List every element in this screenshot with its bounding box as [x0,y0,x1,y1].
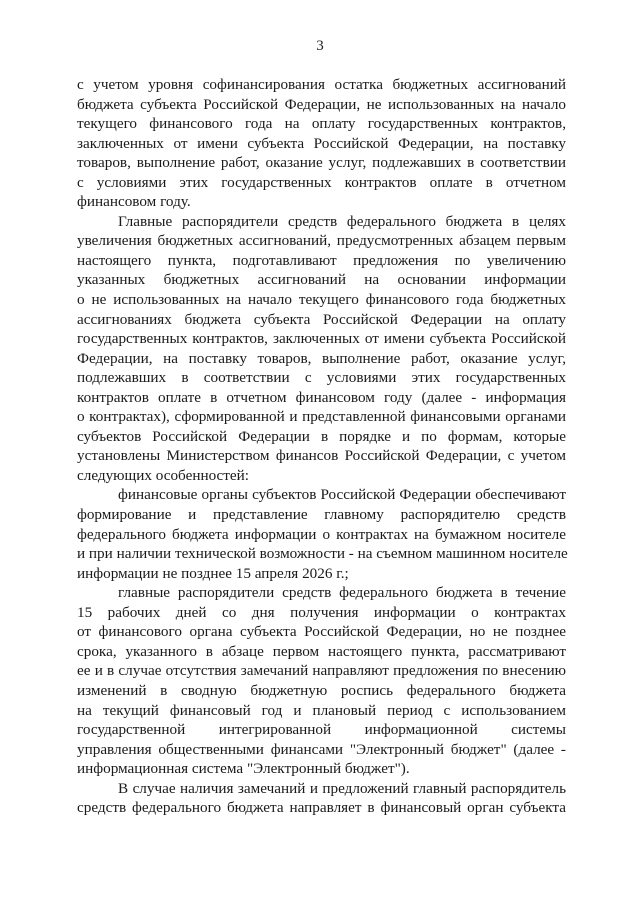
text-line: В случае наличия замечаний и предложений главный распорядитель [118,779,566,797]
text-line: изменений в сводную бюджетную роспись федерального бюджета [77,681,566,699]
text-line: бюджета субъекта Российской Федерации, не использованных на начало [77,95,566,113]
text-line: установлены Министерством финансов Российской Федерации, с учетом [77,447,566,465]
text-line: финансовом году. [77,193,191,211]
text-line: о контрактах), сформированной и представленной финансовыми органами [77,408,566,426]
text-line: с учетом уровня софинансирования остатка бюджетных ассигнований [77,76,566,93]
text-line: текущего финансового года на оплату государственных контрактов, [77,115,566,133]
text-line: о не использованных на начало текущего финансового года бюджетных [77,291,566,309]
text-line: Главные распорядители средств федерального бюджета в целях [118,212,566,230]
text-line: информационная система "Электронный бюджет"). [77,760,410,778]
text-line: ее и в случае отсутствия замечаний направляют предложения по внесению [77,662,566,680]
text-line: и при наличии технической возможности - на съемном машинном носителе [77,545,568,563]
text-line: увеличения бюджетных ассигнований, предусмотренных абзацем первым [77,232,566,250]
text-line: товаров, выполнение работ, оказание услуг, подлежавших в соответствии [77,154,566,172]
text-line: главные распорядители средств федерального бюджета в течение [118,584,566,602]
text-line: формирование и представление главному распорядителю средств [77,506,566,524]
text-line: с условиями этих государственных контрактов оплате в отчетном [77,173,566,191]
text-line: государственных контрактов, заключенных от имени субъекта Российской [77,330,566,348]
text-line: 15 рабочих дней со дня получения информации о контрактах [77,603,566,621]
text-line: на текущий финансовый год и плановый период с использованием [77,701,566,719]
text-line: финансовые органы субъектов Российской Федерации обеспечивают [118,486,566,504]
text-line: информации не позднее 15 апреля 2026 г.; [77,564,349,582]
text-line: государственной интегрированной информационной системы [77,721,566,739]
text-line: срока, указанного в абзаце первом настоящего пункта, рассматривают [77,642,566,660]
text-line: от финансового органа субъекта Российской Федерации, но не позднее [77,623,566,641]
text-line: Федерации, на поставку товаров, выполнение работ, оказание услуг, [77,349,566,367]
text-line: управления общественными финансами "Электронный бюджет" (далее - [77,740,566,758]
text-line: подлежавших в соответствии с условиями этих государственных [77,369,566,387]
text-line: средств федерального бюджета направляет в финансовый орган субъекта [77,799,566,817]
text-line: контрактов оплате в отчетном финансовом году (далее - информация [77,388,566,406]
text-line: указанных бюджетных ассигнований на основании информации [77,271,566,289]
text-line: федерального бюджета информации о контрактах на бумажном носителе [77,525,566,543]
document-body [77,75,566,818]
text-line: субъектов Российской Федерации в порядке и по формам, которые [77,427,566,445]
page-number: 3 [316,38,324,54]
text-line: заключенных от имени субъекта Российской Федерации, на поставку [77,134,566,152]
text-line: ассигнованиях бюджета субъекта Российской Федерации на оплату [77,310,566,328]
text-line: настоящего пункта, подготавливают предложения по увеличению [77,251,566,269]
text-line: следующих особенностей: [77,466,250,484]
